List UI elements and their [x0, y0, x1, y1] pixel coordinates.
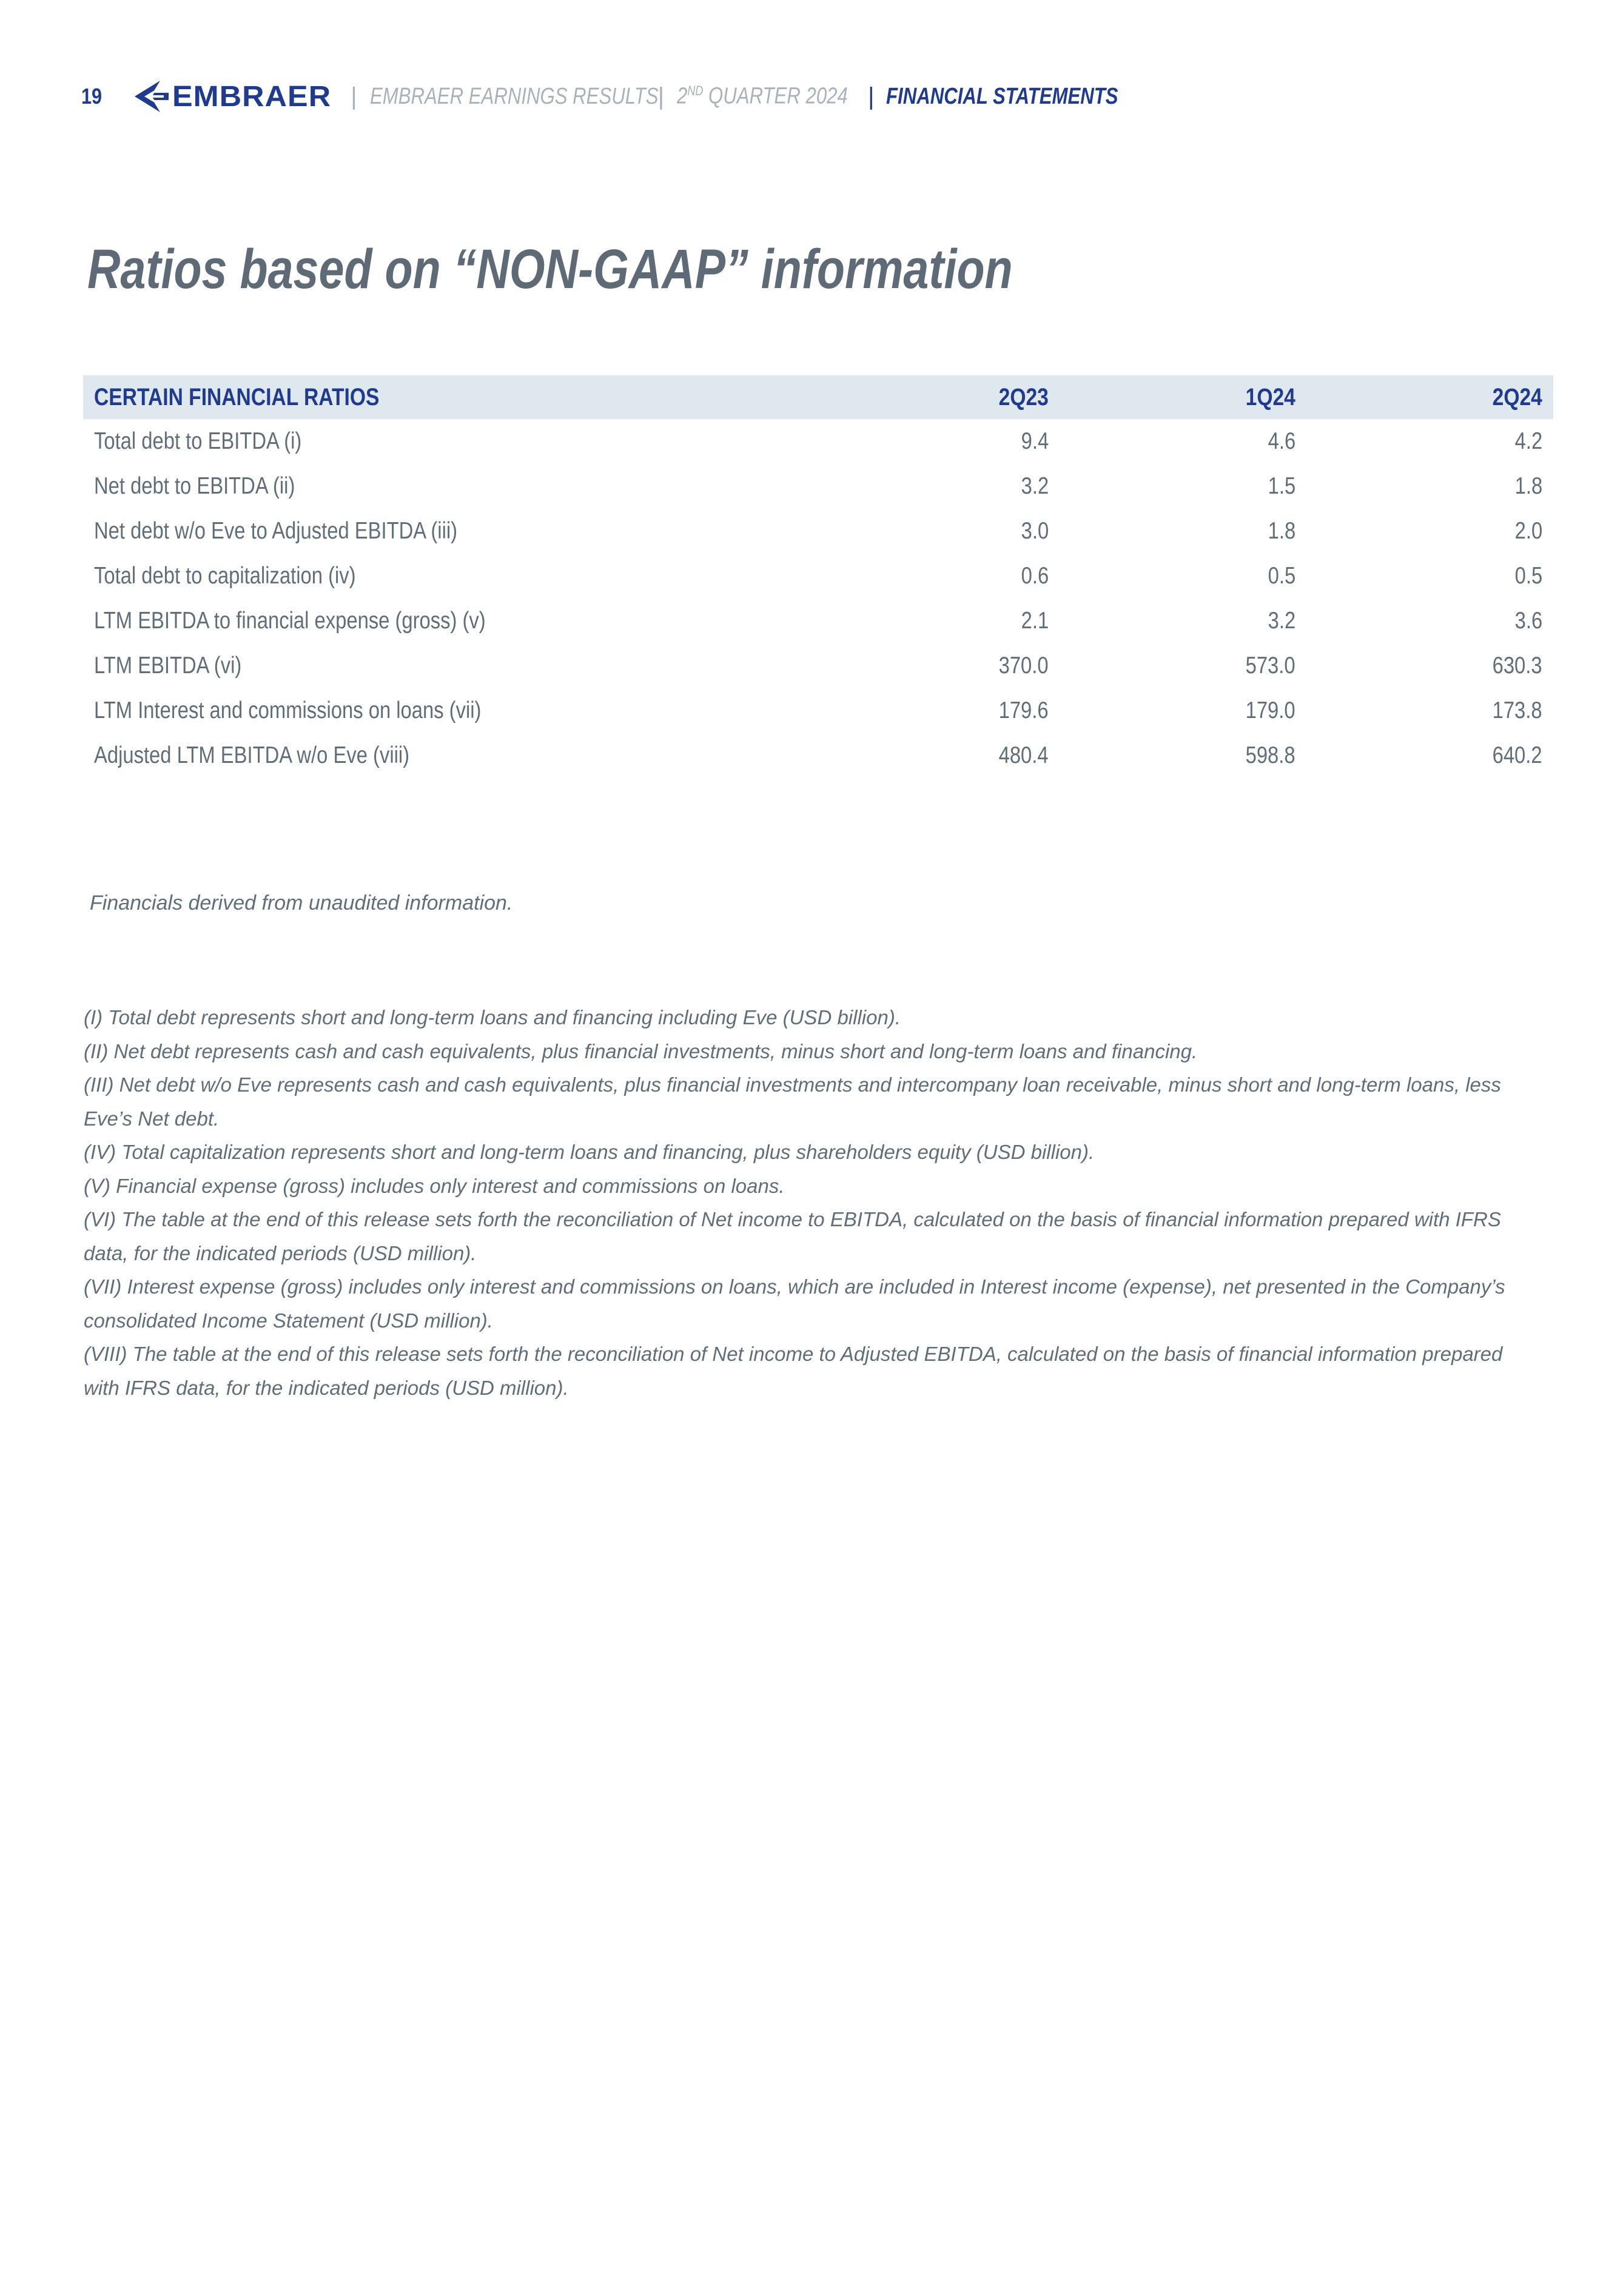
page-title: Ratios based on “NON-GAAP” information [87, 238, 1013, 300]
cell-2q24: 173.8 [1493, 697, 1542, 723]
cell-2q23: 480.4 [999, 742, 1049, 768]
cell-2q24: 2.0 [1514, 518, 1542, 544]
unaudited-disclaimer: Financials derived from unaudited information. [90, 891, 513, 915]
cell-2q23: 370.0 [999, 653, 1049, 679]
column-header-2q24: 2Q24 [1492, 383, 1542, 411]
cell-1q24: 573.0 [1246, 653, 1295, 679]
column-header-ratio: CERTAIN FINANCIAL RATIOS [94, 383, 380, 411]
table-row [83, 464, 1553, 509]
table-row [83, 688, 1553, 733]
cell-2q24: 0.5 [1514, 563, 1542, 589]
row-label: Total debt to EBITDA (i) [94, 428, 302, 454]
footnote: (III) Net debt w/o Eve represents cash and cash equivalents, plus financial investments and intercompany loan receivable, minus short and long-term loans, less Eve’s Net debt. [84, 1073, 1501, 1130]
header-section-quarter: 2ND QUARTER 2024 [677, 83, 848, 109]
cell-1q24: 179.0 [1246, 697, 1295, 723]
table-row [83, 643, 1553, 688]
footnote: (I) Total debt represents short and long-term loans and financing including Eve (USD billion). [84, 1006, 901, 1029]
table-row [83, 554, 1553, 599]
cell-1q24: 0.5 [1268, 563, 1295, 589]
cell-2q23: 9.4 [1021, 428, 1049, 454]
footnote: (IV) Total capitalization represents short and long-term loans and financing, plus shareholders equity (USD billion). [84, 1141, 1095, 1163]
footnote: (II) Net debt represents cash and cash equivalents, plus financial investments, minus short and long-term loans and financing. [84, 1039, 1198, 1062]
table-row [83, 509, 1553, 554]
header-divider: | [350, 82, 357, 110]
table-row [83, 733, 1553, 778]
row-label: LTM EBITDA (vi) [94, 653, 242, 679]
footnotes-list [84, 1001, 1539, 1405]
footnote: (VIII) The table at the end of this release sets forth the reconciliation of Net income to Adjusted EBITDA, calculated on the basis of financial information prepared with IFRS data, for the indicated periods (USD million). [84, 1343, 1503, 1399]
financial-ratios-table [83, 375, 1553, 778]
cell-2q24: 3.6 [1514, 608, 1542, 634]
header-divider: | [867, 82, 874, 110]
header-section-financial-statements: FINANCIAL STATEMENTS [885, 83, 1118, 109]
row-label: Net debt w/o Eve to Adjusted EBITDA (iii) [94, 518, 458, 544]
cell-2q23: 3.2 [1021, 473, 1049, 499]
table-row [83, 419, 1553, 464]
page-header [81, 75, 1117, 118]
row-label: LTM EBITDA to financial expense (gross) (v) [94, 608, 486, 634]
cell-1q24: 1.5 [1268, 473, 1295, 499]
embraer-logo [132, 78, 332, 115]
cell-2q23: 0.6 [1021, 563, 1049, 589]
header-divider: | [657, 82, 664, 110]
table-row [83, 599, 1553, 643]
cell-2q24: 4.2 [1514, 428, 1542, 454]
cell-2q24: 640.2 [1493, 742, 1542, 768]
footnote: (VII) Interest expense (gross) includes only interest and commissions on loans, which are included in Interest income (expense), net presented in the Company’s consolidated Income Statement (USD million). [84, 1275, 1505, 1332]
cell-2q23: 179.6 [999, 697, 1049, 723]
cell-1q24: 4.6 [1268, 428, 1295, 454]
column-header-2q23: 2Q23 [998, 383, 1049, 411]
cell-2q23: 3.0 [1021, 518, 1049, 544]
cell-1q24: 1.8 [1268, 518, 1295, 544]
footnote: (VI) The table at the end of this release sets forth the reconciliation of Net income to EBITDA, calculated on the basis of financial information prepared with IFRS data, for the indicated periods (USD million). [84, 1208, 1501, 1264]
embraer-wing-icon [132, 78, 170, 115]
row-label: Net debt to EBITDA (ii) [94, 473, 295, 499]
table-header-row [83, 375, 1553, 419]
cell-2q24: 630.3 [1493, 653, 1542, 679]
cell-1q24: 598.8 [1246, 742, 1295, 768]
cell-1q24: 3.2 [1268, 608, 1295, 634]
row-label: LTM Interest and commissions on loans (vii) [94, 697, 482, 723]
page-number: 19 [81, 84, 102, 109]
column-header-1q24: 1Q24 [1245, 383, 1295, 411]
header-section-earnings: EMBRAER EARNINGS RESULTS [370, 83, 659, 109]
row-label: Adjusted LTM EBITDA w/o Eve (viii) [94, 742, 410, 768]
footnote: (V) Financial expense (gross) includes only interest and commissions on loans. [84, 1174, 785, 1197]
cell-2q24: 1.8 [1514, 473, 1542, 499]
cell-2q23: 2.1 [1021, 608, 1049, 634]
logo-wordmark: EMBRAER [172, 80, 332, 113]
row-label: Total debt to capitalization (iv) [94, 563, 356, 589]
